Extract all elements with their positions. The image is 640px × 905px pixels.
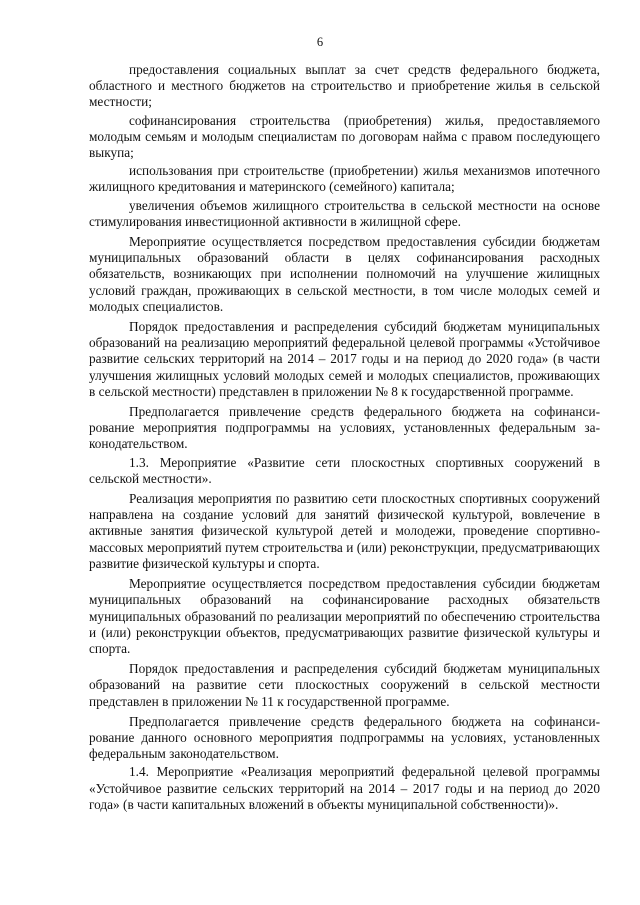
document-body <box>89 62 600 815</box>
paragraph-cofinancing-housing: софинансирования строительства (приобретения) жилья, предоставляемого молодым семьям и молодым специалистам по договорам найма с правом последующего выкупа; <box>89 112 600 161</box>
paragraph-sports-facilities: Реализация мероприятия по развитию сети плоскостных спортивных сооружений направлена на создание условий для занятий физической культурой, вовлечение в активные занятия физической культурой детей и молодежи, проведение спортивно-массовых мероприятий путем строительства и (или) реконструкции, предусматривающих развитие физической культуры и спорта. <box>89 491 600 571</box>
paragraph-federal-funds-2: Предполагается привлечение средств федерального бюджета на софинансирование данного основного мероприятия подпрограммы на условиях, установленных федеральным законодательством. <box>89 713 600 762</box>
section-heading-1-3: 1.3. Мероприятие «Развитие сети плоскостных спортивных сооружений в сельской местности». <box>89 454 600 486</box>
paragraph-mortgage-mechanisms: использования при строительстве (приобретении) жилья механизмов ипотечного жилищного кредитования и материнского (семейного) капитала; <box>89 163 600 195</box>
paragraph-procedure-appendix-11: Порядок предоставления и распределения субсидий бюджетам муниципальных образований на развитие сети плоскостных сооружений в сельской местности представлен в приложении № 11 к государственной программе. <box>89 661 600 709</box>
paragraph-federal-funds-1: Предполагается привлечение средств федерального бюджета на софинансирование мероприятия подпрограммы на условиях, установленных федеральным законодательством. <box>89 404 600 452</box>
paragraph-procedure-appendix-8: Порядок предоставления и распределения субсидий бюджетам муниципальных образований на реализацию мероприятий федеральной целевой программы «Устойчивое развитие сельских территорий на 2014 – 2017 годы и на период до 2020 года» (в части улучшения жилищных условий молодых семей и молодых специалистов, проживающих в сельской местности) представлен в приложении № 8 к государственной программе. <box>89 319 600 399</box>
paragraph-social-payments: предоставления социальных выплат за счет средств федерального бюджета, областного и местного бюджетов на строительство и приобретение жилья в сельской местности; <box>89 62 600 110</box>
section-heading-1-4: 1.4. Мероприятие «Реализация мероприятий федеральной целевой программы «Устойчивое развитие сельских территорий на 2014 – 2017 годы и на период до 2020 года» (в части капитальных вложений в объекты муниципальной собственности)». <box>89 764 600 812</box>
paragraph-subsidy-sports: Мероприятие осуществляется посредством предоставления субсидии бюджетам муниципальных образований на софинансирование расходных обязательств муниципальных образований по реализации мероприятий по обеспечению строительства и (или) реконструкции объектов, предусматривающих развитие физической культуры и спорта. <box>89 576 600 656</box>
paragraph-subsidy-housing: Мероприятие осуществляется посредством предоставления субсидии бюджетам муниципальных образований области в целях софинансирования расходных обязательств, возникающих при исполнении полномочий на улучшение жилищных условий граждан, проживающих в сельской местности, в том числе молодых семей и молодых специалистов. <box>89 234 600 314</box>
paragraph-housing-volume: увеличения объемов жилищного строительства в сельской местности на основе стимулирования инвестиционной активности в жилищной сфере. <box>89 197 600 229</box>
page-number: 6 <box>316 35 324 49</box>
